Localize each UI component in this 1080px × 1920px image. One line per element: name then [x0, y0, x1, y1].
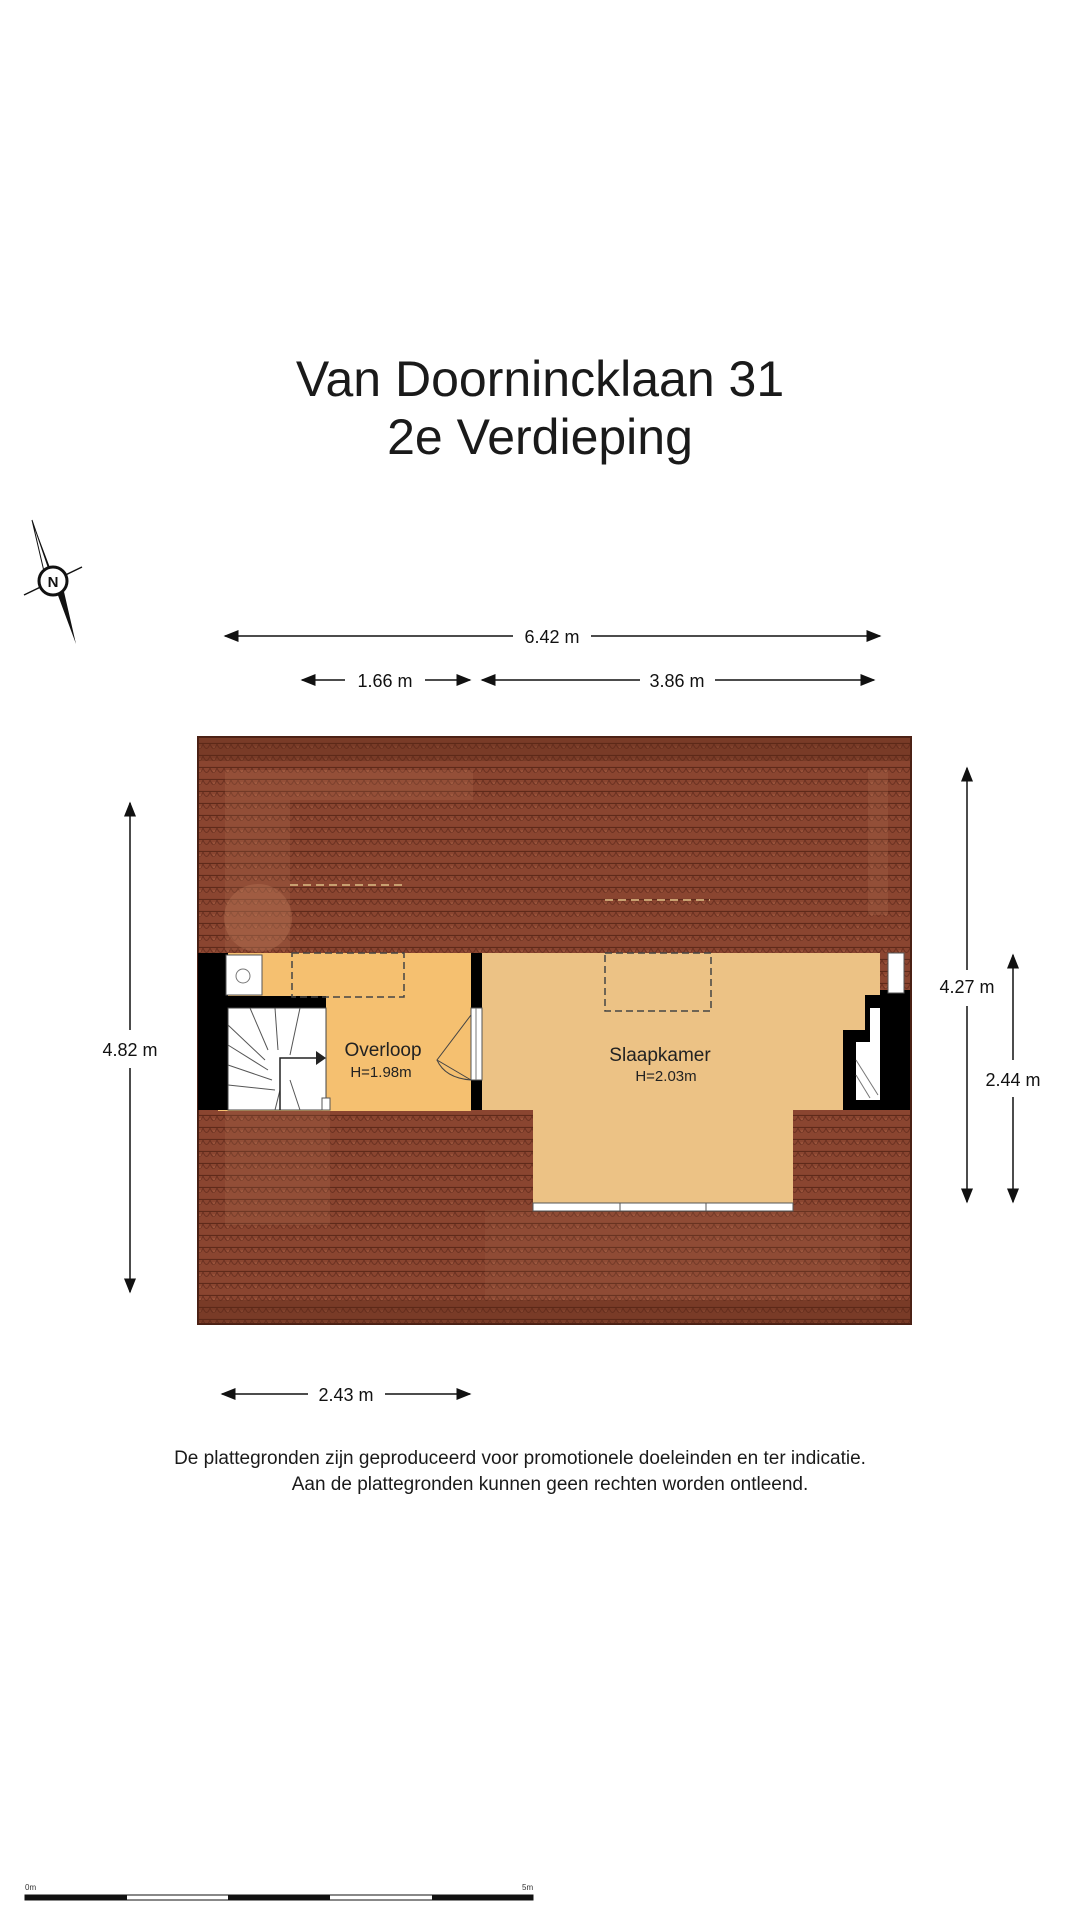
room-name-slaapkamer: Slaapkamer: [609, 1045, 711, 1066]
dimension-bottom: [222, 1385, 470, 1405]
dimension-top-total: [225, 627, 880, 647]
dimension-top-right: [482, 671, 874, 691]
dimension-label: 3.86 m: [649, 671, 705, 691]
plan-title-floor: 2e Verdieping: [387, 409, 693, 465]
scale-bar: [25, 1883, 533, 1900]
dimension-right-outer: [939, 768, 994, 1202]
dimension-top-left: [302, 671, 470, 691]
north-arrow-icon: [24, 520, 82, 644]
window-slaapkamer: [533, 1203, 793, 1211]
staircase: [228, 1008, 330, 1110]
room-height-slaapkamer: H=2.03m: [635, 1068, 697, 1085]
washbasin-icon: [226, 955, 262, 995]
disclaimer-line-1: De plattegronden zijn geproduceerd voor promotionele doeleinden en ter indicatie.: [174, 1448, 866, 1469]
room-height-overloop: H=1.98m: [350, 1064, 412, 1081]
dimension-label: 2.44 m: [985, 1070, 1041, 1090]
dimension-label: 2.43 m: [318, 1385, 374, 1405]
dimension-label: 4.27 m: [939, 977, 995, 997]
dimension-label: 4.82 m: [102, 1040, 158, 1060]
dimension-label: 1.66 m: [357, 671, 413, 691]
dimension-left-height: [102, 803, 157, 1292]
dimension-label: 6.42 m: [524, 627, 580, 647]
plan-title-address: Van Doornincklaan 31: [295, 351, 785, 407]
scale-start-label: 0m: [25, 1883, 37, 1892]
scale-end-label: 5m: [522, 1883, 534, 1892]
disclaimer-line-2: Aan de plattegronden kunnen geen rechten worden ontleend.: [291, 1474, 809, 1495]
north-label: N: [47, 574, 59, 591]
room-name-overloop: Overloop: [344, 1040, 422, 1061]
